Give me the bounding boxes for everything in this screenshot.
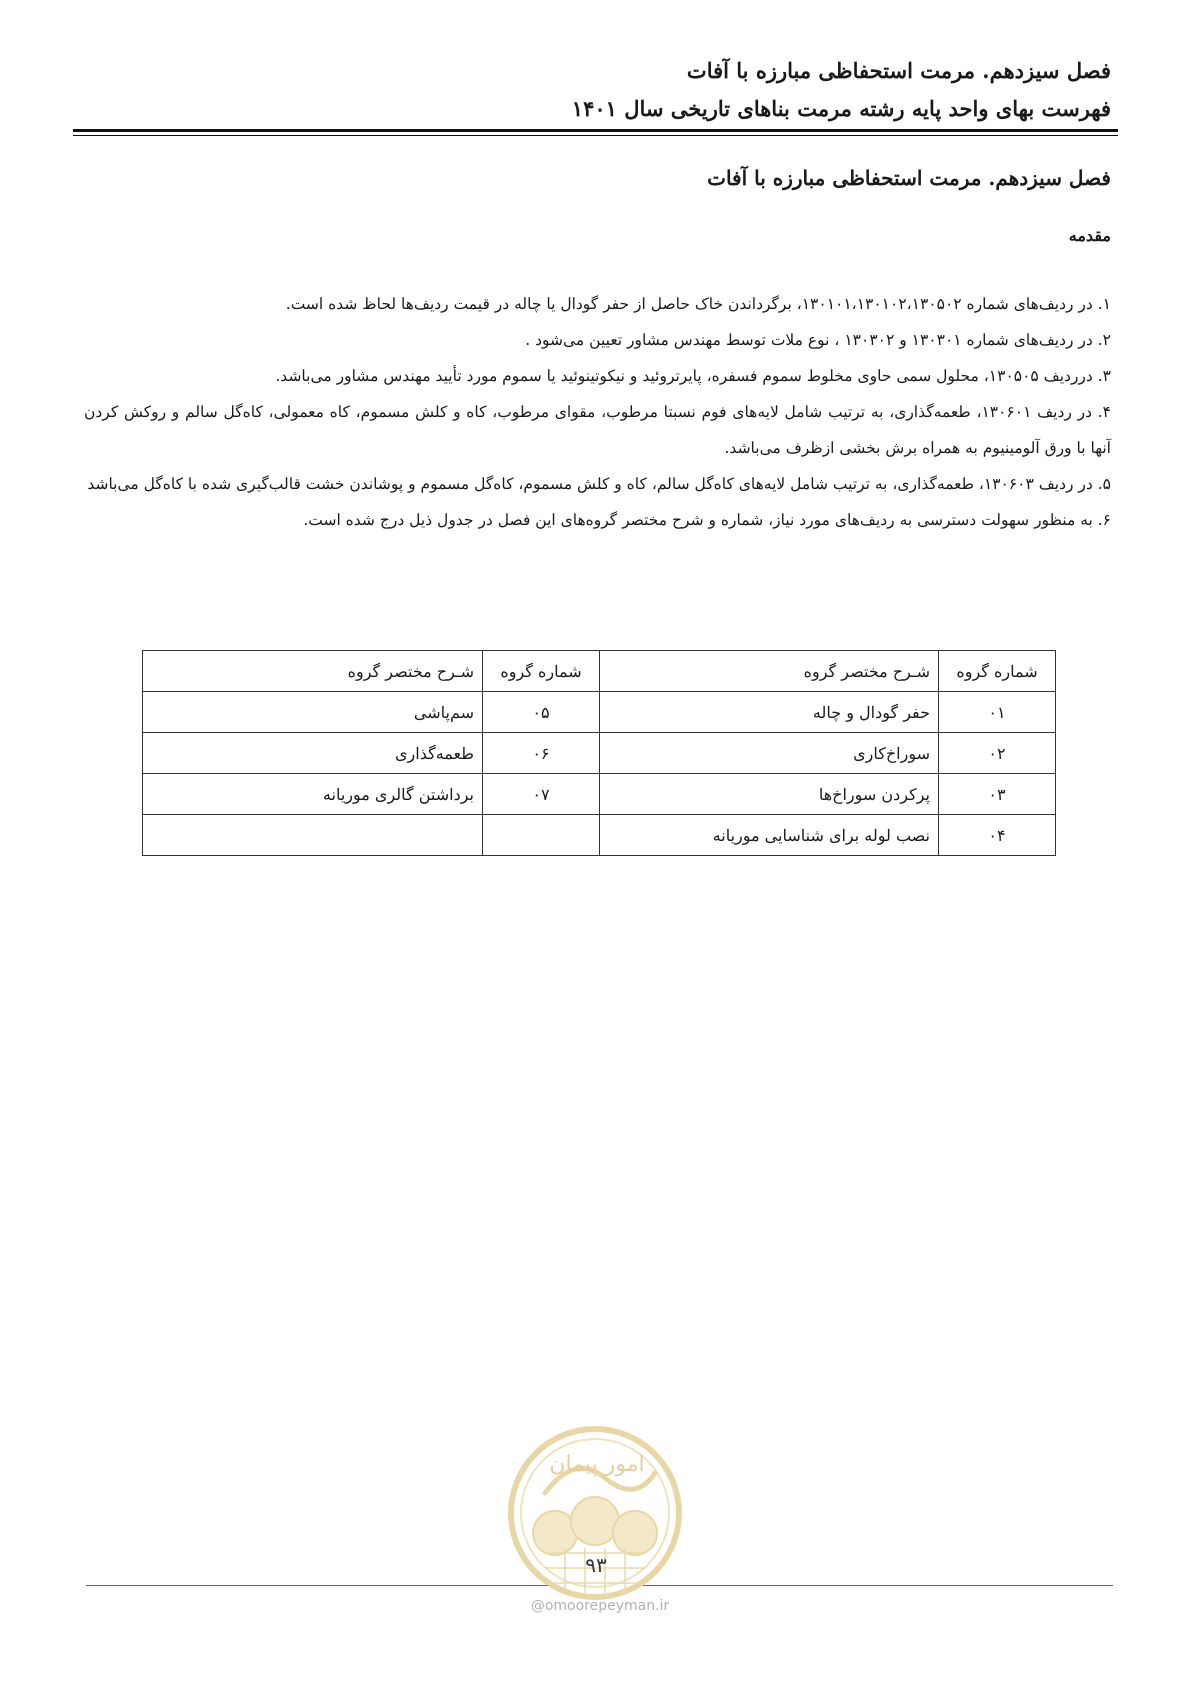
header-catalog-line: فهرست بهای واحد پایه رشته مرمت بناهای تاریخی سال ۱۴۰۱ [571,96,1111,121]
header-group-description: شـرح مختصر گروه [143,651,483,692]
group-number-cell: ۰۵ [483,692,600,733]
introduction-heading: مقدمه [1068,226,1111,245]
header-chapter-line: فصل سیزدهم. مرمت استحفاظی مبارزه با آفات [686,58,1111,83]
paragraph-1: ۱. در ردیف‌های شماره ۱۳۰۱۰۱،۱۳۰۱۰۲،۱۳۰۵۰۲، برگرداندن خاک حاصل از حفر گودال یا چاله در قیمت ردیف‌ها لحاظ شده است. [285,295,1111,313]
group-number-cell: ۰۷ [483,774,600,815]
header-group-number: شماره گروه [483,651,600,692]
introduction-paragraphs [84,286,1111,538]
table-row [143,774,1056,815]
header-rule-thick [73,129,1118,132]
table-row [143,692,1056,733]
header-group-description: شـرح مختصر گروه [600,651,939,692]
group-description-cell: سوراخ‌کاری [600,733,939,774]
group-description-cell [143,815,483,856]
group-number-cell [483,815,600,856]
page-number: ۹۳ [585,1553,607,1577]
footer-rule-right [643,1585,1113,1586]
paragraph-3: ۳. درردیف ۱۳۰۵۰۵، محلول سمی حاوی مخلوط سموم فسفره، پایرتروئید و نیکوتینوئید یا سموم مورد تأیید مهندس مشاور می‌باشد. [275,367,1111,385]
table-row [143,733,1056,774]
group-description-cell: برداشتن گالری موریانه [143,774,483,815]
group-number-cell: ۰۴ [939,815,1056,856]
group-table [142,650,1056,856]
group-number-cell: ۰۳ [939,774,1056,815]
watermark-site-text: @omoorepeyman.ir [530,1598,670,1614]
paragraph-2: ۲. در ردیف‌های شماره ۱۳۰۳۰۱ و ۱۳۰۳۰۲ ، نوع ملات توسط مهندس مشاور تعیین می‌شود . [525,331,1111,349]
paragraph-6: ۶. به منظور سهولت دسترسی به ردیف‌های مورد نیاز، شماره و شرح مختصر گروه‌های این فصل در جدول ذیل درج شده است. [303,511,1111,529]
group-description-cell: نصب لوله برای شناسایی موریانه [600,815,939,856]
table-row [143,815,1056,856]
group-number-cell: ۰۶ [483,733,600,774]
group-description-cell: سم‌پاشی [143,692,483,733]
group-number-cell: ۰۱ [939,692,1056,733]
chapter-title: فصل سیزدهم. مرمت استحفاظی مبارزه با آفات [707,166,1111,190]
group-number-cell: ۰۲ [939,733,1056,774]
paragraph-5: ۵. در ردیف ۱۳۰۶۰۳، طعمه‌گذاری، به ترتیب شامل لایه‌های کاه‌گل سالم، کاه و کلش مسموم، کاه‌گل مسموم و پوشاندن خشت قالب‌گیری شده با کاه‌گل می‌باشد [87,475,1111,493]
group-description-cell: پرکردن سوراخ‌ها [600,774,939,815]
group-description-cell: طعمه‌گذاری [143,733,483,774]
paragraph-4: ۴. در ردیف ۱۳۰۶۰۱، طعمه‌گذاری، به ترتیب شامل لایه‌های فوم نسبتا مرطوب، مقوای مرطوب، کاه و کلش مسموم، کاه معمولی، کاه‌گل سالم و روکش کردن آنها با ورق آلومینیوم به همراه برش بخشی ازظرف می‌باشد. [84,403,1111,457]
seal-lettering: امور پیمان [549,1452,645,1477]
header-group-number: شماره گروه [939,651,1056,692]
group-description-cell: حفر گودال و چاله [600,692,939,733]
header-rule-thin [73,135,1118,136]
table-header-row [143,651,1056,692]
footer-rule-left [86,1585,548,1586]
